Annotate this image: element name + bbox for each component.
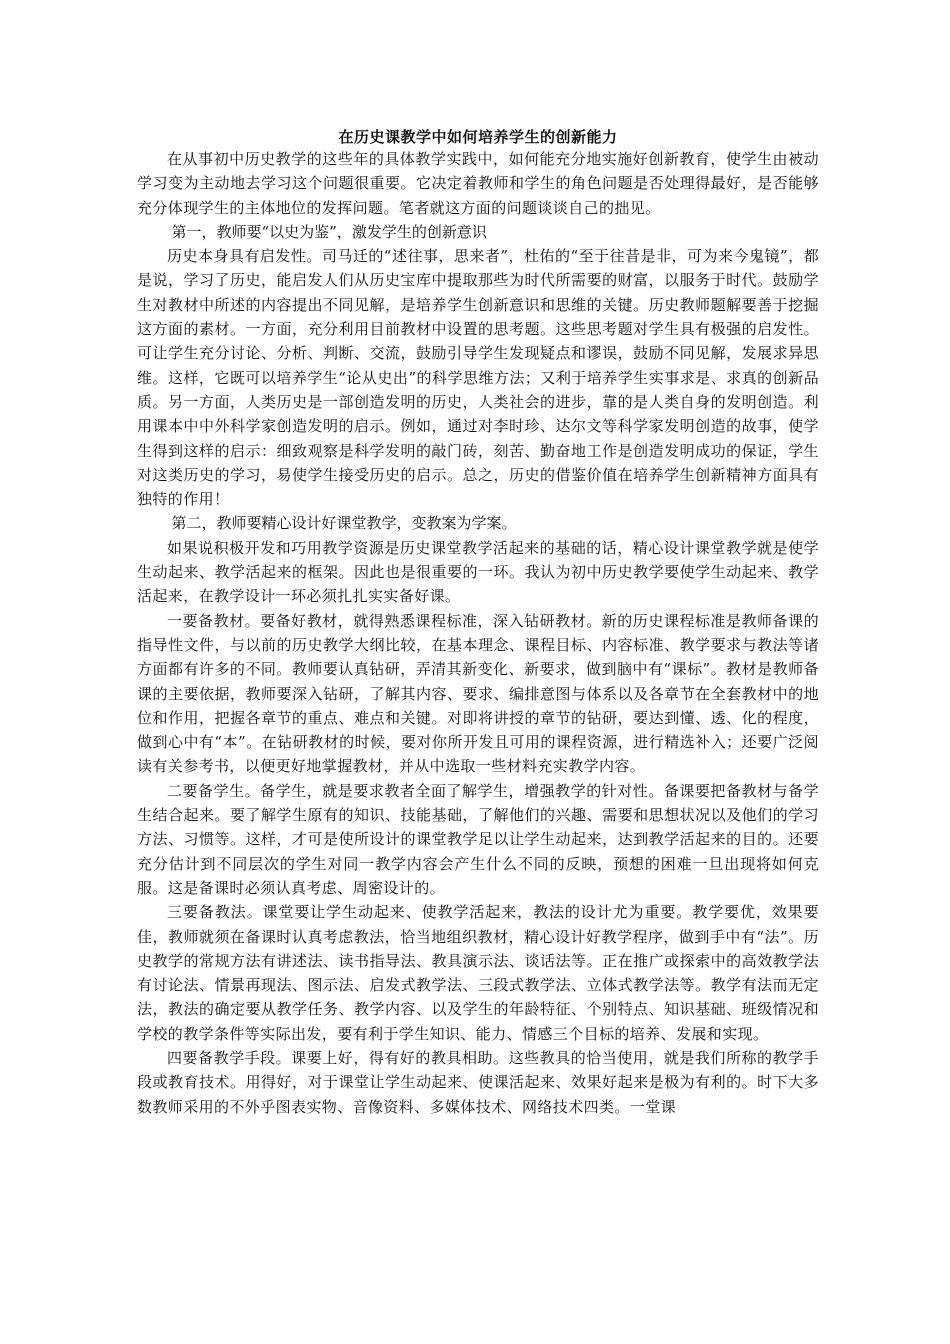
body-paragraph: 历史本身具有启发性。司马迁的“述往事，思来者”，杜佑的“至于往昔是非，可为来今鬼镜”，都是说，学习了历史，能启发人们从历史宝库中提取那些为时代所需要的财富，以服务于时代。鼓励学生对教材中所述的内容提出不同见解，是培养学生创新意识和思维的关键。历史教师题解要善于挖掘这方面的素材。一方面，充分利用目前教材中设置的思考题。这些思考题对学生具有极强的启发性。可让学生充分讨论、分析、判断、交流，鼓励引导学生发现疑点和谬误，鼓励不同见解，发展求异思维。这样，它既可以培养学生“论从史出”的科学思维方法；又利于培养学生实事求是、求真的创新品质。另一方面，人类历史是一部创造发明的历史，人类社会的进步，靠的是人类自身的发明创造。利用课本中中外科学家创造发明的启示。例如，通过对李时珍、达尔文等科学家发明创造的故事，使学生得到这样的启示：细致观察是科学发明的敲门砖，刻苦、勤奋地工作是创造发明成功的保证，学生对这类历史的学习，易使学生接受历史的启示。总之，历史的借鉴价值在培养学生创新精神方面具有独特的作用！ <box>137 247 819 509</box>
body-paragraph-prepare-methods: 三要备教法。课堂要让学生动起来、使教学活起来，教法的设计尤为重要。教学要优，效果要佳，教师就须在备课时认真考虑教法，恰当地组织教材，精心设计好教学程序，做到手中有“法”。历史教学的常规方法有讲述法、读书指导法、教具演示法、谈话法等。正在推广或探索中的高效教学法有讨论法、情景再现法、图示法、启发式教学法、三段式教学法、立体式教学法等。教学有法而无定法，教法的确定要从教学任务、教学内容、以及学生的年龄特征、个别特点、知识基础、班级情况和学校的教学条件等实际出发，要有利于学生知识、能力、情感三个目标的培养、发展和实现。 <box>137 903 819 1043</box>
body-paragraph-prepare-students: 二要备学生。备学生，就是要求教者全面了解学生，增强教学的针对性。备课要把备教材与备学生结合起来。要了解学生原有的知识、技能基础，了解他们的兴趣、需要和思想状况以及他们的学习方法、习惯等。这样，才可是使所设计的课堂教学足以让学生动起来，达到教学活起来的目的。还要充分估计到不同层次的学生对同一教学内容会产生什么不同的反映，预想的困难一旦出现将如何克服。这是备课时必须认真考虑、周密设计的。 <box>137 781 819 897</box>
body-paragraph: 如果说积极开发和巧用教学资源是历史课堂教学活起来的基础的话，精心设计课堂教学就是使学生动起来、教学活起来的框架。因此也是很重要的一环。我认为初中历史教学要使学生动起来、教学活起来，在教学设计一环必须扎扎实实备好课。 <box>137 538 819 606</box>
document-page <box>137 127 819 1119</box>
section-heading-second: 第二，教师要精心设计好课堂教学，变教案为学案。 <box>171 514 517 533</box>
body-paragraph-prepare-means: 四要备教学手段。课要上好，得有好的教具相助。这些教具的恰当使用，就是我们所称的教学手段或教育技术。用得好，对于课堂让学生动起来、使课活起来、效果好起来是极为有利的。时下大多数教师采用的不外乎图表实物、音像资料、多媒体技术、网络技术四类。一堂课 <box>137 1048 819 1116</box>
document-title: 在历史课教学中如何培养学生的创新能力 <box>338 128 618 146</box>
section-heading-first: 第一，教师要“以史为鉴”，激发学生的创新意识 <box>171 222 487 241</box>
intro-paragraph: 在从事初中历史教学的这些年的具体教学实践中，如何能充分地实施好创新教育，使学生由被动学习变为主动地去学习这个问题很重要。它决定着教师和学生的角色问题是否处理得最好，是否能够充分体现学生的主体地位的发挥问题。笔者就这方面的问题谈谈自己的拙见。 <box>137 150 819 217</box>
body-paragraph-prepare-materials: 一要备教材。要备好教材，就得熟悉课程标准，深入钻研教材。新的历史课程标准是教师备课的指导性文件，与以前的历史教学大纲比较，在基本理念、课程目标、内容标准、教学要求与教法等诸方面都有许多的不同。教师要认真钻研，弄清其新变化、新要求，做到脑中有“课标”。教材是教师备课的主要依据，教师要深入钻研，了解其内容、要求、编排意图与体系以及各章节在全套教材中的地位和作用，把握各章节的重点、难点和关键。对即将讲授的章节的钻研，要达到懂、透、化的程度，做到心中有“本”。在钻研教材的时候，要对你所开发且可用的课程资源，进行精选补入；还要广泛阅读有关参考书，以便更好地掌握教材，并从中选取一些材料充实教学内容。 <box>137 611 819 776</box>
